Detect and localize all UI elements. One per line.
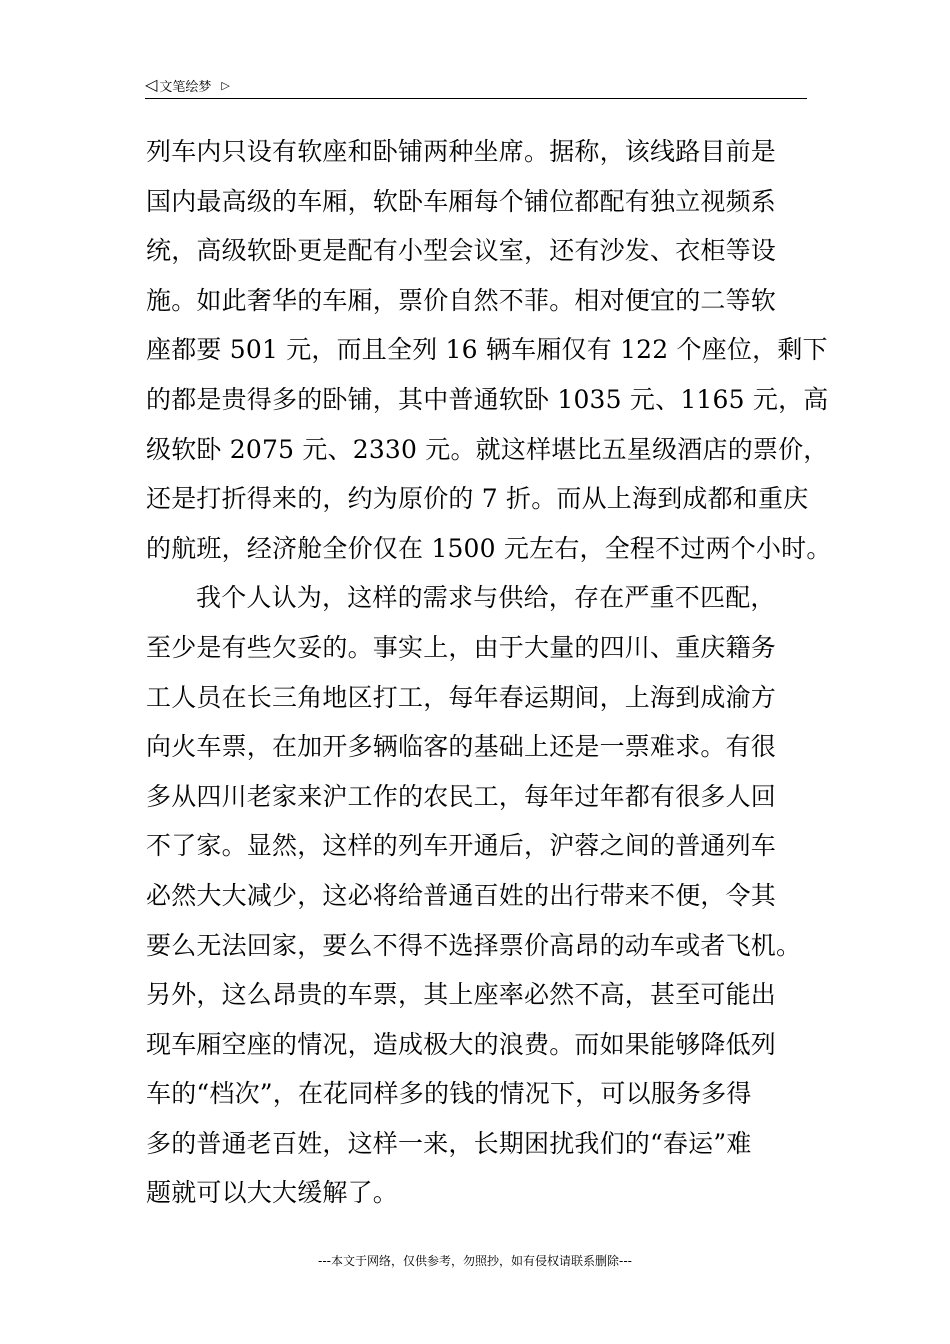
text-line: 向火车票，在加开多辆临客的基础上还是一票难求。有很: [146, 732, 777, 762]
text-line: 不了家。显然，这样的列车开通后，沪蓉之间的普通列车: [146, 831, 777, 861]
text-line: 必然大大减少，这必将给普通百姓的出行带来不便，令其: [146, 880, 777, 910]
text-line: 的都是贵得多的卧铺，其中普通软卧 1035 元、1165 元，高: [146, 384, 829, 414]
header-title: 文笔绘梦: [159, 79, 212, 95]
text-line: 工人员在长三角地区打工，每年春运期间，上海到成渝方: [146, 682, 777, 712]
page-header: [145, 72, 807, 99]
text-line: 现车厢空座的情况，造成极大的浪费。而如果能够降低列: [146, 1029, 777, 1059]
paragraph-2: [146, 573, 810, 1218]
text-line: 还是打折得来的，约为原价的 7 折。而从上海到成都和重庆: [146, 484, 809, 514]
text-line: 的航班，经济舱全价仅在 1500 元左右，全程不过两个小时。: [146, 533, 832, 563]
text-line: 至少是有些欠妥的。事实上，由于大量的四川、重庆籍务: [146, 632, 777, 662]
text-line: 车的“档次”，在花同样多的钱的情况下，可以服务多得: [146, 1079, 752, 1109]
text-line: 多从四川老家来沪工作的农民工，每年过年都有很多人回: [146, 781, 777, 811]
triangle-right-icon: ▷: [221, 78, 230, 92]
paragraph-1: [146, 127, 832, 573]
document-body: [146, 127, 832, 1218]
text-line: 要么无法回家，要么不得不选择票价高昂的动车或者飞机。: [146, 930, 802, 960]
text-line: 施。如此奢华的车厢，票价自然不菲。相对便宜的二等软: [146, 285, 777, 315]
text-line: 列车内只设有软座和卧铺两种坐席。据称，该线路目前是: [146, 137, 777, 166]
text-line: 多的普通老百姓，这样一来，长期困扰我们的“春运”难: [146, 1128, 752, 1158]
text-line: 级软卧 2075 元、2330 元。就这样堪比五星级酒店的票价，: [146, 434, 829, 464]
triangle-left-icon: ◁: [145, 75, 158, 94]
text-line: 国内最高级的车厢，软卧车厢每个铺位都配有独立视频系: [146, 186, 777, 216]
text-line: 统，高级软卧更是配有小型会议室，还有沙发、衣柜等设: [146, 236, 777, 266]
text-line: 另外，这么昂贵的车票，其上座率必然不高，甚至可能出: [146, 980, 777, 1010]
text-line: 题就可以大大缓解了。: [146, 1178, 399, 1208]
text-line-indented: 我个人认为，这样的需求与供给，存在严重不匹配，: [196, 583, 776, 613]
text-line: 座都要 501 元，而且全列 16 辆车厢仅有 122 个座位，剩下: [146, 335, 828, 365]
page-footer: ---本文于网络，仅供参考，勿照抄，如有侵权请联系删除---: [318, 1254, 632, 1268]
